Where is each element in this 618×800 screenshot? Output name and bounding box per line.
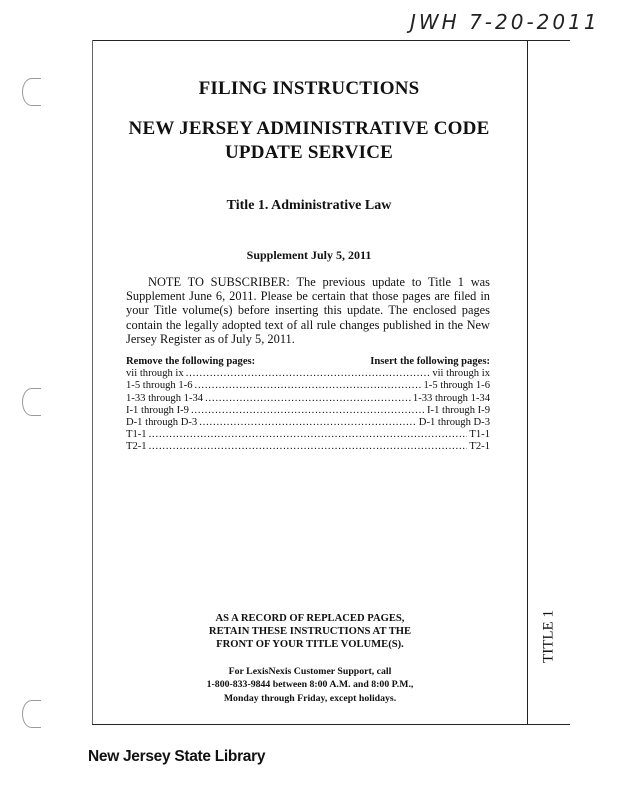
library-stamp: New Jersey State Library — [88, 748, 266, 765]
bottom-rule — [92, 724, 570, 725]
table-row: T1-1 ..... T1-1 — [126, 429, 490, 441]
table-header — [126, 356, 490, 368]
supplement-date: Supplement July 5, 2011 — [246, 248, 372, 262]
remove-header: Remove the following pages: — [126, 356, 256, 367]
punch-hole — [22, 388, 41, 416]
table-row: vii through ix ..... vii through ix — [126, 368, 490, 380]
table-row: D-1 through D-3 ..... D-1 through D-3 — [126, 417, 490, 429]
table-row: 1-5 through 1-6 ..... 1-5 through 1-6 — [126, 380, 490, 392]
update-service-title: UPDATE SERVICE — [224, 142, 394, 163]
handwritten-annotation: JWH 7-20-2011 — [410, 10, 600, 34]
subject-title: Title 1. Administrative Law — [226, 198, 392, 213]
record-notice: AS A RECORD OF REPLACED PAGES, RETAIN THESE INSTRUCTIONS AT THE FRONT OF YOUR TITLE VOLUME(S). — [208, 613, 412, 651]
code-title: NEW JERSEY ADMINISTRATIVE CODE — [128, 118, 490, 139]
top-rule — [92, 40, 570, 41]
page-replacement-table — [126, 356, 490, 454]
title-tab-label: TITLE 1 — [540, 610, 557, 663]
punch-hole — [22, 700, 41, 728]
insert-header: Insert the following pages: — [370, 356, 490, 367]
support-info: For LexisNexis Customer Support, call 1-800-833-9844 between 8:00 A.M. and 8:00 P.M., Monday through Friday, except holidays. — [206, 666, 414, 704]
filing-instructions-title: FILING INSTRUCTIONS — [198, 78, 420, 99]
table-row: T2-1 ..... T2-1 — [126, 441, 490, 453]
subscriber-note: NOTE TO SUBSCRIBER: The previous update to Title 1 was Supplement June 6, 2011. Please be certain that those pages are filed in your Title volume(s) before inserting this update. The enclosed pages contain the legally adopted text of all rule changes published in the New Jersey Register as of July 5, 2011. — [126, 275, 490, 346]
table-row: 1-33 through 1-34 ..... 1-33 through 1-34 — [126, 393, 490, 405]
table-row: I-1 through I-9 ..... I-1 through I-9 — [126, 405, 490, 417]
